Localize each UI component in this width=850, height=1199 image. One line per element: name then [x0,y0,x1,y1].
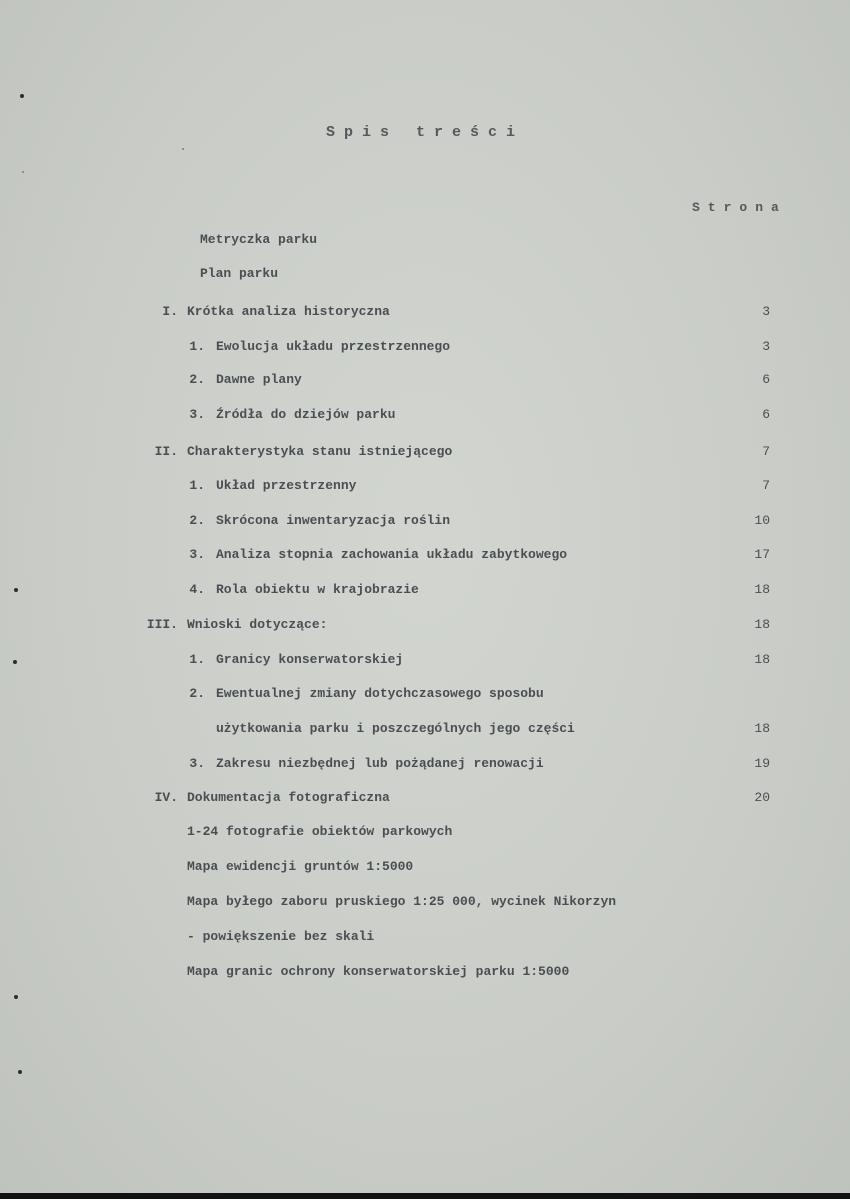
toc-entry-number: 3. [189,547,205,562]
toc-entry-text: Granicy konserwatorskiej [216,652,404,667]
toc-entry [0,615,850,635]
punch-mark [22,171,24,173]
toc-entry-number: 1. [189,339,205,354]
toc-entry-page: 17 [754,547,770,562]
toc-entry-text: Analiza stopnia zachowania układu zabytkowego [216,547,568,562]
toc-entry-text: Źródła do dziejów parku [216,407,396,422]
toc-entry-text: Dokumentacja fotograficzna [187,790,390,805]
toc-entry-page: 18 [754,652,770,667]
toc-entry-text: Mapa granic ochrony konserwatorskiej parku 1:5000 [187,964,570,979]
toc-entry-number: 1. [189,478,205,493]
toc-entry [0,545,850,565]
toc-entry-page: 3 [762,339,770,354]
toc-entry-page: 6 [762,372,770,387]
toc-entry [0,370,850,390]
punch-mark [20,94,24,98]
toc-entry-text: Mapa byłego zaboru pruskiego 1:25 000, wycinek Nikorzyn [187,894,617,909]
toc-entry-text: Ewolucja układu przestrzennego [216,339,451,354]
toc-entry-text: Skrócona inwentaryzacja roślin [216,513,451,528]
toc-entry [0,962,850,982]
toc-entry-page: 18 [754,721,770,736]
toc-entry-text: Plan parku [200,266,279,281]
toc-entry-text: Układ przestrzenny [216,478,357,493]
toc-entry-text: Mapa ewidencji gruntów 1:5000 [187,859,414,874]
toc-entry-text: Ewentualnej zmiany dotychczasowego sposobu [216,686,544,701]
toc-entry-number: 4. [189,582,205,597]
toc-entry [0,684,850,704]
toc-entry-text: Metryczka parku [200,232,318,247]
punch-mark [18,1070,22,1074]
toc-entry-page: 18 [754,617,770,632]
toc-entry [0,788,850,808]
toc-entry-text: 1-24 fotografie obiektów parkowych [187,824,453,839]
toc-entry [0,650,850,670]
toc-entry [0,719,850,739]
toc-entry-number: 2. [189,686,205,701]
toc-entry-text: użytkowania parku i poszczególnych jego części [216,721,575,736]
toc-entry [0,511,850,531]
toc-entry [0,337,850,357]
toc-entry-text: Krótka analiza historyczna [187,304,390,319]
toc-entry-page: 19 [754,756,770,771]
toc-entry-page: 20 [754,790,770,805]
toc-entry-page: 18 [754,582,770,597]
toc-entry-text: Rola obiektu w krajobrazie [216,582,419,597]
toc-entry-page: 7 [762,478,770,493]
toc-entry-page: 3 [762,304,770,319]
toc-entry [0,442,850,462]
toc-entry [0,264,850,284]
toc-entry [0,927,850,947]
toc-entry [0,857,850,877]
punch-mark [14,995,18,999]
toc-entry-number: I. [162,304,178,319]
toc-entry-number: IV. [154,790,178,805]
toc-entry-page: 10 [754,513,770,528]
toc-entry-text: Dawne plany [216,372,302,387]
punch-mark [182,148,184,150]
toc-entry [0,476,850,496]
toc-entry [0,580,850,600]
toc-entry [0,822,850,842]
page-title: Spis treści [325,124,525,141]
toc-entry-text: Zakresu niezbędnej lub pożądanej renowacji [216,756,544,771]
toc-entry-number: 2. [189,372,205,387]
toc-entry [0,302,850,322]
page-column-header: Strona [692,200,787,215]
toc-entry-page: 7 [762,444,770,459]
toc-entry-number: II. [154,444,178,459]
punch-mark [14,588,18,592]
toc-entry-number: 1. [189,652,205,667]
toc-entry [0,754,850,774]
toc-entry-number: 2. [189,513,205,528]
toc-entry-text: Charakterystyka stanu istniejącego [187,444,453,459]
punch-mark [13,660,17,664]
toc-entry-number: 3. [189,756,205,771]
toc-entry [0,405,850,425]
toc-entry-number: 3. [189,407,205,422]
toc-entry-number: III. [146,617,178,632]
toc-entry-text: - powiększenie bez skali [187,929,375,944]
toc-entry [0,892,850,912]
toc-entry [0,230,850,250]
toc-entry-page: 6 [762,407,770,422]
scan-edge [0,1193,850,1199]
toc-entry-text: Wnioski dotyczące: [187,617,328,632]
